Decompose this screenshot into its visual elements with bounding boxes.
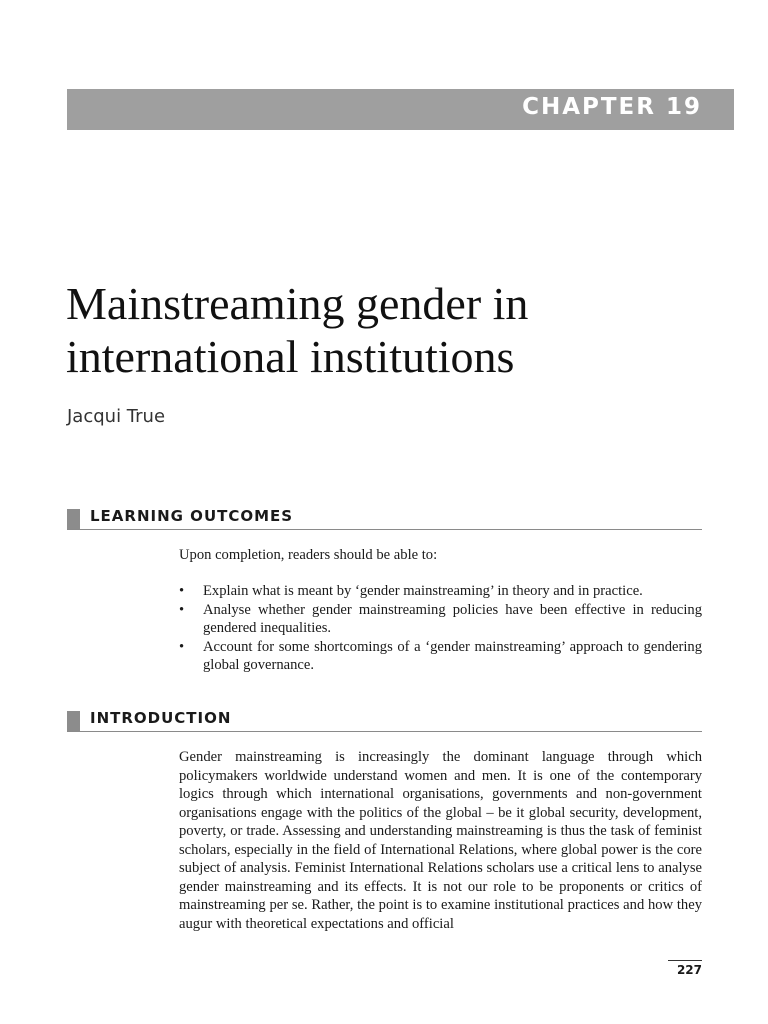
chapter-label: CHAPTER 19 — [522, 94, 702, 120]
list-item — [179, 638, 702, 675]
introduction-title: INTRODUCTION — [90, 709, 232, 727]
introduction-paragraph: Gender mainstreaming is increasingly the dominant language through which policymakers worldwide understand women and men. It is one of the contemporary logics through which international organisations, governments and non-government organisations engage with the politics of the global – be it global security, development, poverty, or trade. Assessing and understanding mainstreaming is thus the task of feminist scholars, especially in the field of International Relations, where global power is the core subject of analysis. Feminist International Relations scholars use a critical lens to analyse gender mainstreaming and its effects. It is not our role to be proponents or critics of mainstreaming per se. Rather, the point is to examine institutional practices and how they augur with theoretical expectations and official — [179, 749, 702, 932]
learning-outcomes-title: LEARNING OUTCOMES — [90, 507, 294, 525]
bullet-icon: • — [179, 601, 185, 618]
chapter-title-line-1: Mainstreaming gender in — [66, 278, 529, 329]
learning-outcomes-list — [179, 582, 702, 675]
chapter-title-line-2: international institutions — [66, 331, 515, 382]
list-item — [179, 601, 702, 638]
list-item — [179, 582, 702, 601]
list-item-text: Analyse whether gender mainstreaming policies have been effective in reducing gendered inequalities. — [203, 601, 702, 636]
page-number: 227 — [676, 963, 702, 977]
section-marker — [67, 711, 80, 731]
list-item-text: Explain what is meant by ‘gender mainstreaming’ in theory and in practice. — [203, 583, 643, 599]
author-name: Jacqui True — [67, 406, 166, 427]
chapter-banner — [67, 89, 734, 130]
section-marker — [67, 509, 80, 529]
learning-outcomes-lead: Upon completion, readers should be able to: — [179, 547, 438, 563]
introduction-heading — [67, 709, 702, 732]
list-item-text: Account for some shortcomings of a ‘gender mainstreaming’ approach to gendering global governance. — [203, 638, 702, 673]
learning-outcomes-heading — [67, 507, 702, 530]
page-number-rule — [668, 960, 702, 961]
bullet-icon: • — [179, 583, 185, 599]
chapter-title — [66, 277, 726, 383]
bullet-icon: • — [179, 638, 185, 655]
